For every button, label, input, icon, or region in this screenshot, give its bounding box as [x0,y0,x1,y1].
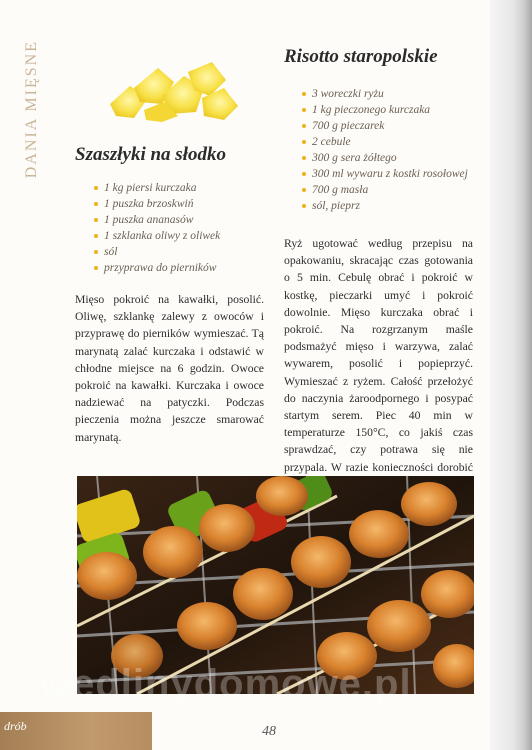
ingredient-item: 300 ml wywaru z kostki rosołowej [302,166,468,182]
right-recipe-title: Risotto staropolskie [284,46,438,67]
section-side-label [20,40,44,210]
ingredient-item: 700 g pieczarek [302,118,468,134]
ingredient-item: 1 puszka brzoskwiń [94,196,220,212]
ingredient-item: 2 cebule [302,134,468,150]
page-number: 48 [262,724,276,739]
right-recipe-instructions: Ryż ugotować według przepisu na opakowaniu, skracając czas gotowania o 5 min. Cebulę obrać i pokroić w kostkę, pieczarki umyć i pokroić dowolnie. Mięso kurczaka obrać i pokroić. Na rozgrzanym maśle podsmażyć mięso i warzywa, zalać wywarem, posolić i popieprzyć. Wymieszać z ryżem. Całość przełożyć do naczynia żaroodpornego i posypać startym serem. Piec 40 min w temperaturze 150°C, co jakiś czas sprawdzać, czy potrawa się nie przypala. W razie konieczności dorobić [284,237,473,474]
pineapple-pieces-image [104,58,240,122]
ingredient-item: sól [94,244,220,260]
ingredient-item: 700 g masła [302,182,468,198]
ingredient-item: 1 szklanka oliwy z oliwek [94,228,220,244]
ingredient-item: sól, pieprz [302,198,468,214]
ingredient-item: 1 puszka ananasów [94,212,220,228]
ingredient-item: 1 kg piersi kurczaka [94,180,220,196]
ingredient-item: 3 woreczki ryżu [302,86,468,102]
left-ingredient-list [94,180,220,276]
ingredient-item: przyprawa do pierników [94,260,220,276]
side-label-text: DANIA MIĘSNE [23,40,40,179]
ingredient-item: 300 g sera żółtego [302,150,468,166]
footer-category-label: drób [4,719,27,733]
ingredient-item: 1 kg pieczonego kurczaka [302,102,468,118]
left-recipe-instructions: Mięso pokroić na kawałki, posolić. Oliwę, szklankę zalewy z owoców i przyprawę do pierników wymieszać. Tą marynatą zalać kurczaka i odstawić w chłodne miejsce na 6 godzin. Owoce pokroić na kawałki. Kurczaka i owoce nadziewać na patyczki. Podczas pieczenia można jeszcze smarować marynatą. [75,293,264,444]
page-gutter-shadow [490,0,532,750]
website-watermark: wedlinydomowe.pl [40,662,412,706]
right-ingredient-list [302,86,468,214]
left-recipe-title: Szaszłyki na słodko [75,144,226,165]
